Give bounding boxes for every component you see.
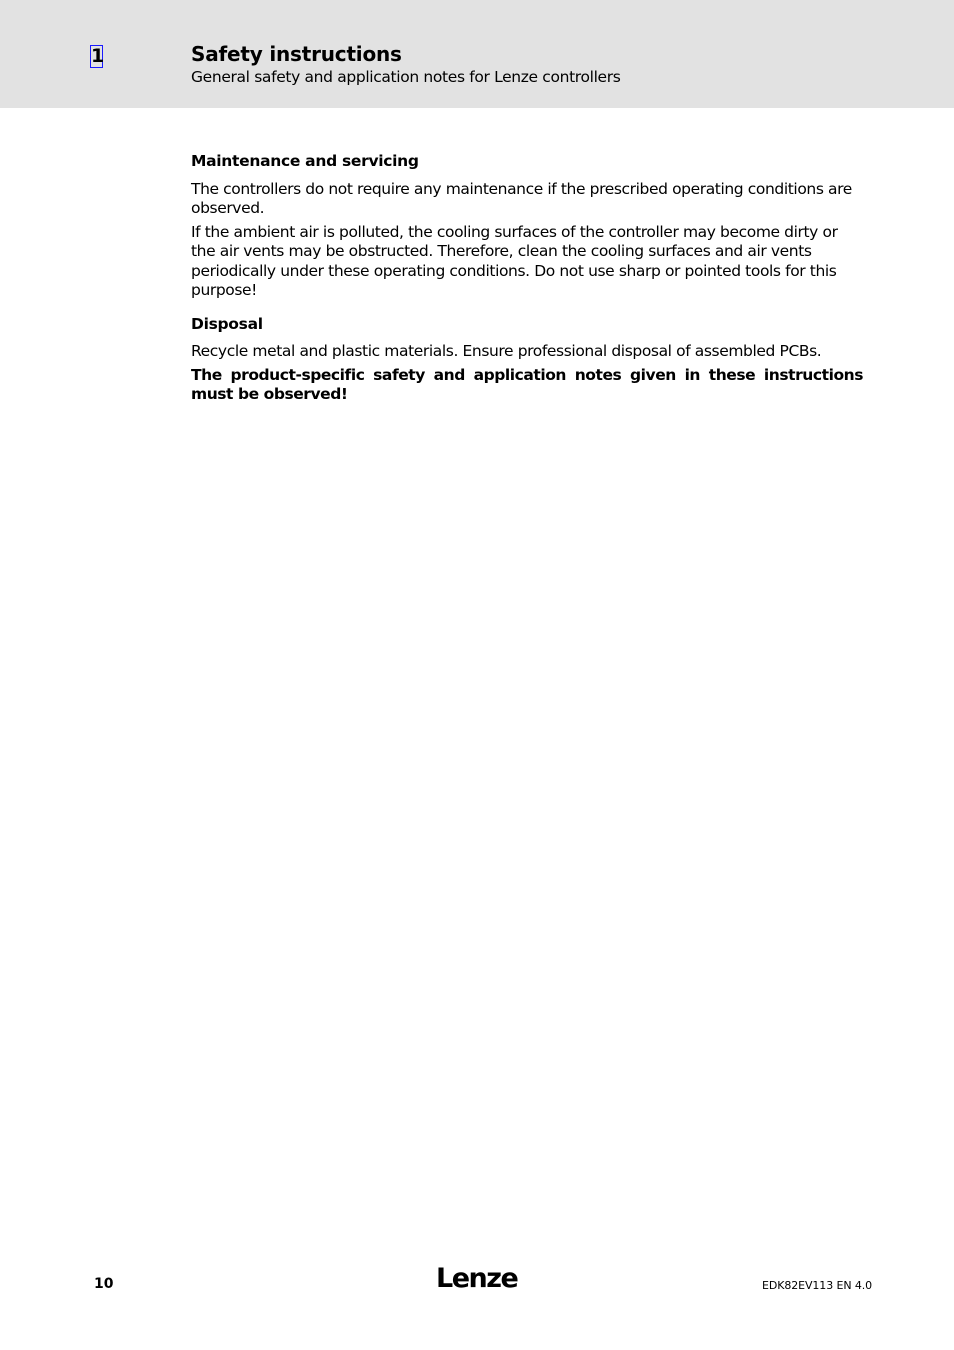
paragraph-maintenance-1: The controllers do not require any maintenance if the prescribed operating conditions are observed. <box>191 179 852 217</box>
section-heading-disposal: Disposal <box>191 314 263 333</box>
lenze-logo: Lenze <box>436 1263 518 1294</box>
paragraph-disposal-1: Recycle metal and plastic materials. Ensure professional disposal of assembled PCBs. <box>191 342 822 360</box>
chapter-header <box>0 0 954 108</box>
chapter-subtitle: General safety and application notes for Lenze controllers <box>191 68 621 86</box>
chapter-number-link[interactable]: 1 <box>91 45 105 67</box>
document-code: EDK82EV113 EN 4.0 <box>762 1279 873 1292</box>
section-heading-maintenance: Maintenance and servicing <box>191 152 419 170</box>
page-number: 10 <box>94 1276 114 1292</box>
chapter-title: Safety instructions <box>191 42 402 66</box>
important-note: The product-specific safety and application notes given in these instructions must be observed! <box>191 365 863 403</box>
paragraph-maintenance-2: If the ambient air is polluted, the cooling surfaces of the controller may become dirty or the air vents may be obstructed. Therefore, clean the cooling surfaces and air vents periodically under these operating conditions. Do not use sharp or pointed tools for this purpose! <box>191 222 838 299</box>
page-content <box>191 152 863 409</box>
